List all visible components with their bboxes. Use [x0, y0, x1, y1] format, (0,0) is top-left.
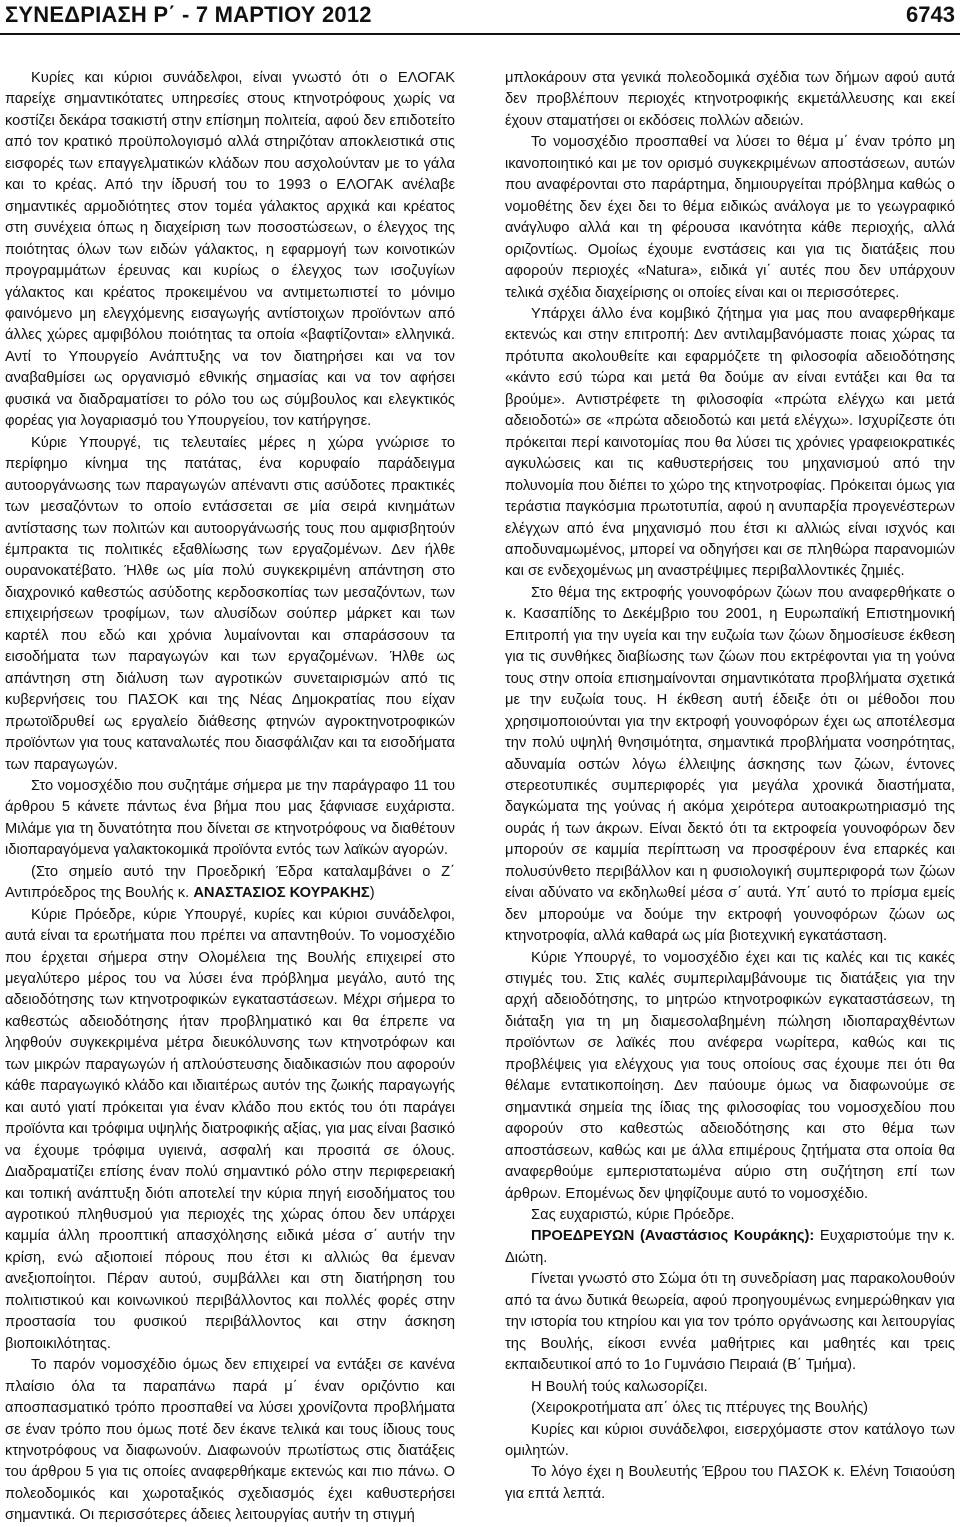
- left-column: [5, 68, 455, 1524]
- paragraph: Στο θέμα της εκτροφής γουνοφόρων ζώων που αναφερθήκατε ο κ. Κασαπίδης το Δεκέμβριο του 2001, η Ευρωπαϊκή Επιστημονική Επιτροπή για την υγεία και την ευζωία των ζώων δημοσίευσε έκθεση για τις συνθήκες διαβίωσης των ζώων που εκτρέφονται για τη γούνα τους στην οποία επισημαίνονται σημαντικότατα προβλήματα σχετικά με την ευζωία τους. Η έκθεση αυτή έδειξε ότι οι μέθοδοι που χρησιμοποιούνται για την εκτροφή γουνοφόρων έχει ως αποτέλεσμα την πολύ υψηλή θνησιμότητα, σημαντικά προβλήματα νοσηρότητας, αδυναμία οστών λόγω έλλειψης άσκησης των ζώων, έντονες στερεοτυπικές συμπεριφορές για μεγάλα χρονικά διαστήματα, δαγκώματα της γούνας ή ακόμα χειρότερα αυτοακρωτηριασμό της ουράς ή των άκρων. Είναι δεκτό ότι τα εκτροφεία γουνοφόρων δεν μπορούν σε καμμία περίπτωση να προσφέρουν ένα επαρκές και πολυσύνθετο περιβάλλον και η φυσιολογική συμπεριφορά των ζώων είναι αδύνατο να εκδηλωθεί μέσα σ΄ αυτά. Υπ΄ αυτό το πρίσμα εμείς δεν μπορούμε να δούμε την εκτροφή γουνοφόρων ζώων ως κτηνοτροφία, αλλά καθαρά ως μία βιοτεχνική εγκατάσταση.: [505, 584, 955, 945]
- paragraph: Κυρίες και κύριοι συνάδελφοι, εισερχόμαστε στον κατάλογο των ομιλητών.: [505, 1421, 955, 1459]
- right-column: [505, 68, 955, 1502]
- paragraph: Κύριε Πρόεδρε, κύριε Υπουργέ, κυρίες και κύριοι συνάδελφοι, αυτά είναι τα ερωτήματα που πρέπει να απαντηθούν. Το νομοσχέδιο που έρχεται σήμερα στην Ολομέλεια της Βουλής επιχειρεί στο μεγαλύτερο μέρος του να λύσει ένα πρόβλημα μεγάλο, αυτό της αδειοδότησης των κτηνοτροφικών εγκαταστάσεων. Μέχρι σήμερα το καθεστώς αδειοδότησης ήταν προβληματικό και θα έπρεπε να ληφθούν συγκεκριμένα μέτρα διευκόλυνσης των κτηνοτρόφων και των μικρών παραγωγών ή απλούστευσης διαδικασιών που αφορούν κάθε παραγωγικό κλάδο και ιδιαιτέρως αυτόν της ζωικής παραγωγής και αυτό γιατί πρόκειται για έναν κλάδο που εκτός του ότι παράγει προϊόντα και τρόφιμα υψηλής διατροφικής αξίας, για μας είναι βασικό να έχουμε τρόφιμα υγιεινά, ασφαλή και προσιτά σε όλους. Διαδραματίζει επίσης έναν πολύ σημαντικό ρόλο στην περιφερειακή και τοπική ανάπτυξη διότι αποτελεί την κύρια πηγή εισοδήματος του αγροτικού πληθυσμού για περιοχές της χώρας όπου δεν υπάρχει καμμία άλλη προοπτική απασχόλησης ειδικά μέσα σ΄ αυτήν την κρίση, ενώ αξιοποιεί πόρους που έτσι κι αλλιώς θα έμεναν ανεξιοποίητοι. Πέραν αυτού, συμβάλλει και στη διατήρηση του πολιτιστικού και κοινωνικού περιβάλλοντος και πολλές φορές στην προστασία του φυσικού περιβάλλοντος και στην άσκηση βιοποικιλότητας.: [5, 906, 455, 1352]
- stage-direction-paragraph: [5, 862, 455, 905]
- paragraph: Σας ευχαριστώ, κύριε Πρόεδρε.: [531, 1207, 735, 1224]
- paragraph: Κυρίες και κύριοι συνάδελφοι, είναι γνωστό ότι ο ΕΛΟΓΑΚ παρείχε σημαντικότατες υπηρεσίες στους κτηνοτρόφους χωρίς να κοστίζει δεκάρα τσακιστή στην επίσημη πολιτεία, αφού δεν επιδοτείτο από τον κρατικό προϋπολογισμό αλλά στηριζόταν αποκλειστικά στις εισφορές των επαγγελματικών κλάδων που ασχολούνταν με το γάλα και το κρέας. Από την ίδρυσή του το 1993 ο ΕΛΟΓΑΚ ανέλαβε σημαντικές αρμοδιότητες στον τομέα γάλακτος αρχικά και κρέατος στη συνέχεια όπως η διαχείριση των ποσοστώσεων, ο έλεγχος της ποιότητας όλων των ειδών γάλακτος, η εφαρμογή των κοινοτικών προγραμμάτων έρευνας και κυρίως ο έλεγχος των ισοζυγίων γάλακτος και κρέατος προκειμένου να αντιμετωπιστεί το μόνιμο φαινόμενο μη ελεγχόμενης εισαγωγής αντίστοιχων προϊόντων από άλλες χώρες αμφιβόλου ποιότητας τα οποία «βαφτίζονται» ελληνικά. Αντί το Υπουργείο Ανάπτυξης να τον διατηρήσει και να τον αναβαθμίσει ως οργανισμό εθνικής σημασίας και να τον αφήσει φυσικά να διαδραματίσει το ρόλο του ως σύμβουλος και ελεγκτικός φορέας για λογαριασμό του Υπουργείου, τον κατήργησε.: [5, 70, 455, 430]
- paragraph: μπλοκάρουν στα γενικά πολεοδομικά σχέδια των δήμων αφού αυτά δεν προβλέπουν περιοχές κτηνοτροφικής εκμετάλλευσης και εκεί έχουν σταματήσει οι εκδόσεις πολλών αδειών.: [505, 70, 955, 129]
- speaker-paragraph: [505, 1226, 955, 1269]
- session-title: ΣΥΝΕΔΡΙΑΣΗ Ρ΄ - 7 ΜΑΡΤΙΟΥ 2012: [5, 2, 372, 27]
- page-number: 6743: [906, 2, 955, 27]
- page-header: [0, 0, 960, 36]
- stage-direction-end: ): [369, 885, 375, 902]
- paragraph: Το νομοσχέδιο προσπαθεί να λύσει το θέμα μ΄ έναν τρόπο μη ικανοποιητικό και με τον ορισμό συγκεκριμένων αποστάσεων, αυτών που αναφέρονται στο παράρτημα, δημιουργείται πρόβλημα καθώς ο νομοθέτης δεν έχει δει το θέμα ειδικώς ανάλογα με το γεωγραφικό ανάγλυφο αλλά και τη φέρουσα ικανότητα κάθε περιοχής, αλλά οριζοντίως. Ομοίως έχουμε ενστάσεις και για τις διατάξεις που αφορούν περιοχές «Natura», ειδικά γι΄ αυτές που δεν υπάρχουν τελικά σχέδια διαχείρισης οι οποίες είναι και οι περισσότερες.: [505, 134, 955, 301]
- paragraph: Το λόγο έχει η Βουλευτής Έβρου του ΠΑΣΟΚ κ. Ελένη Τσιαούση για επτά λεπτά.: [505, 1464, 955, 1502]
- paragraph: Υπάρχει άλλο ένα κομβικό ζήτημα για μας που αναφερθήκαμε εκτενώς και στην επιτροπή: Δεν αντιλαμβανόμαστε ποιας χώρας τα πρότυπα ακολουθείτε και εφαρμόζετε τη φιλοσοφία αδειοδότησης «κάντο εσύ τώρα και μετά θα δούμε αν είναι εντάξει και θα τα βρούμε». Αντιστρέφετε τη φιλοσοφία «πρώτα ελέγχω και μετά αδειοδοτώ» σε «πρώτα αδειοδοτώ και μετά ελέγχω». Ισχυρίζεστε ότι πρόκειται περί καινοτομίας που θα λύσει τις χρόνιες γραφειοκρατικές αγκυλώσεις και τις καθυστερήσεις του μηχανισμού από την πολυνομία που διέπει το χώρο της κτηνοτροφίας. Πρόκειται όμως για τεράστια παγκόσμια πρωτοτυπία, αφού η ανυπαρξία προγενέστερων ελέγχων από ένα μηχανισμό που έτσι κι αλλιώς είναι ισχνός και αποδυναμωμένος, μπορεί να οδηγήσει και σε πληθώρα παρανομιών και σε ενδεχομένως μη αναστρέψιμες περιβαλλοντικές ζημιές.: [505, 305, 955, 580]
- speaker-label: ΠΡΟΕΔΡΕΥΩΝ (Αναστάσιος Κουράκης):: [531, 1228, 815, 1245]
- paragraph: Κύριε Υπουργέ, το νομοσχέδιο έχει και τις καλές και τις κακές στιγμές του. Στις καλές συμπεριλαμβάνουμε τις διατάξεις για την αρχή αδειοδότησης, το μητρώο κτηνοτροφικών εγκαταστάσεων, τη διάταξη για τη μη διαμεσολαβημένη πώληση ιδιοπαραχθέντων προϊόντων σε λαϊκές που ανέφερα νωρίτερα, καθώς και τις προβλέψεις για ελέγχους για τους οποίους σας έχουμε πει ότι θα θέλαμε εντατικοποίηση. Δεν παύουμε όμως να διαφωνούμε σε σημαντικά σημεία της ίδιας της φιλοσοφίας του νομοσχεδίου που αφορούν στο καθεστώς αδειοδότησης και στο θέμα των αποστάσεων, καθώς και με άλλα επιμέρους ζητήματα στα οποία θα αναφερθούμε εμπεριστατωμένα αύριο στη συζήτηση επί των άρθρων. Επομένως δεν ψηφίζουμε αυτό το νομοσχέδιο.: [505, 949, 955, 1202]
- header-rule: [0, 33, 960, 35]
- paragraph: (Χειροκροτήματα απ΄ όλες τις πτέρυγες της Βουλής): [531, 1400, 869, 1417]
- paragraph: Η Βουλή τούς καλωσορίζει.: [531, 1378, 708, 1395]
- paragraph: Το παρόν νομοσχέδιο όμως δεν επιχειρεί να εντάξει σε κανένα πλαίσιο όλα τα παραπάνω παρά μ΄ έναν οριζόντιο και αποσπασματικό τρόπο προσπαθεί να λύσει χρονίζοντα προβλήματα σε έναν τρόπο που όμως ποτέ δεν έκανε τελικά και τους ίδιους τους κτηνοτρόφους να διαφωνούν. Διαφωνούν πρωτίστως στις διατάξεις του άρθρου 5 για τις οποίες αναφερθήκαμε εκτενώς και πιο πάνω. Ο πολεοδομικός και χωροταξικός σχεδιασμός έχει καθυστερήσει σημαντικά. Οι περισσότερες άδειες λειτουργίας αυτήν τη στιγμή: [5, 1357, 455, 1524]
- speaker-name: ΑΝΑΣΤΑΣΙΟΣ ΚΟΥΡΑΚΗΣ: [193, 885, 370, 902]
- stage-direction-text: (Στο σημείο αυτό την Προεδρική Έδρα καταλαμβάνει ο Ζ΄ Αντιπρόεδρος της Βουλής κ.: [5, 863, 455, 902]
- paragraph: Στο νομοσχέδιο που συζητάμε σήμερα με την παράγραφο 11 του άρθρου 5 κάνετε πάντως ένα βήμα που μας ξάφνιασε ευχάριστα. Μιλάμε για τη δυνατότητα που δίνεται σε κτηνοτρόφους να διαθέτουν ιδιοπαραγόμενα γαλακτοκομικά προϊόντα εντός των λαϊκών αγορών.: [5, 777, 455, 859]
- paragraph: Κύριε Υπουργέ, τις τελευταίες μέρες η χώρα γνώρισε το περίφημο κίνημα της πατάτας, ένα κορυφαίο παράδειγμα αυτοοργάνωσης των παραγωγών απέναντι στις ασύδοτες πρακτικές των μεσαζόντων το οποίο εντάσσεται σε μία σειρά κινημάτων αντίστασης των πολιτών και αυτοοργάνωσής τους που αμφισβητούν έμπρακτα τις πολιτικές εξαθλίωσης των εργαζομένων. Δεν ήλθε ουρανοκατέβατο. Ήλθε ως μία πολύ συγκεκριμένη απάντηση στο διαχρονικό καθεστώς ασύδοτης κερδοσκοπίας των μεσαζόντων, των επιχειρήσεων τροφίμων, των αλυσίδων σούπερ μάρκετ και των καρτέλ που εδώ και χρόνια λυμαίνονται και σπαράσσουν τα εισοδήματα των παραγωγών και των εργαζομένων. Ήλθε ως απάντηση στη διάλυση των αγροτικών συνεταιρισμών από τις κυβερνήσεις του ΠΑΣΟΚ και της Νέας Δημοκρατίας που είχαν πρωτοϊδρυθεί ως εργαλείο διάθεσης φτηνών αγροκτηνοτροφικών προϊόντων για τους καταναλωτές που διασφάλιζαν και τα εισοδήματα των παραγωγών.: [5, 434, 455, 773]
- speaker-text: Ευχαριστούμε την κ. Διώτη.: [505, 1228, 955, 1266]
- paragraph: Γίνεται γνωστό στο Σώμα ότι τη συνεδρίαση μας παρακολουθούν από τα άνω δυτικά θεωρεία, αφού προηγουμένως ενημερώθηκαν για την ιστορία του κτηρίου και για τον τρόπο οργάνωσης και λειτουργίας της Βουλής, είκοσι εννέα μαθήτριες και μαθητές και τρεις εκπαιδευτικοί από το 1ο Γυμνάσιο Πειραιά (Β΄ Τμήμα).: [505, 1271, 955, 1374]
